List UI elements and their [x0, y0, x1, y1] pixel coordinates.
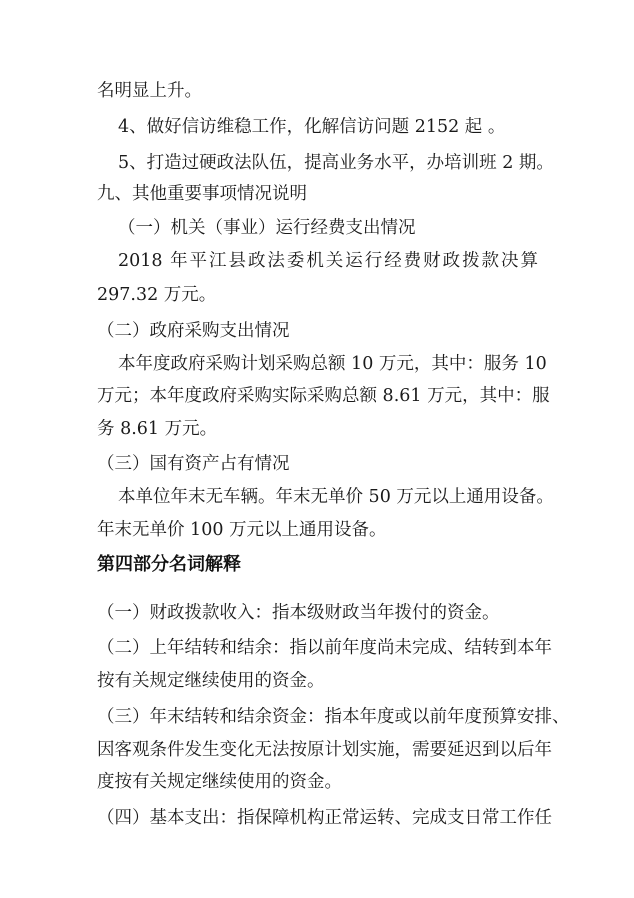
subsection-heading: （一）机关（事业）运行经费支出情况 [118, 218, 416, 238]
text-line: 5、打造过硬政法队伍，提高业务水平，办培训班 2 期。 [118, 153, 554, 173]
part-heading: 第四部分名词解释 [97, 554, 241, 575]
subsection-heading: （三）国有资产占有情况 [97, 454, 290, 474]
definition-line: 因客观条件发生变化无法按原计划实施，需要延迟到以后年 [97, 740, 552, 760]
paragraph-line: 本单位年末无车辆。年末无单价 50 万元以上通用设备。 [118, 487, 554, 507]
definition-line: （一）财政拨款收入：指本级财政当年拨付的资金。 [97, 603, 500, 623]
text-line: 4、做好信访维稳工作，化解信访问题 2152 起 。 [118, 117, 506, 137]
paragraph-line: 务 8.61 万元。 [97, 419, 218, 439]
paragraph-line: 2018 年平江县政法委机关运行经费财政拨款决算 [118, 251, 538, 271]
paragraph-line: 297.32 万元。 [97, 285, 217, 305]
text-line: 名明显上升。 [97, 81, 202, 101]
subsection-heading: （二）政府采购支出情况 [97, 321, 290, 341]
definition-line: 度按有关规定继续使用的资金。 [97, 772, 342, 792]
paragraph-line: 万元；本年度政府采购实际采购总额 8.61 万元，其中：服 [97, 386, 550, 406]
paragraph-line: 年末无单价 100 万元以上通用设备。 [97, 520, 387, 540]
definition-line: 按有关规定继续使用的资金。 [97, 671, 325, 691]
section-heading: 九、其他重要事项情况说明 [97, 184, 307, 204]
definition-line: （二）上年结转和结余：指以前年度尚未完成、结转到本年 [97, 638, 552, 658]
definition-line: （三）年末结转和结余资金：指本年度或以前年度预算安排、 [97, 707, 570, 727]
paragraph-line: 本年度政府采购计划采购总额 10 万元，其中：服务 10 [118, 354, 547, 374]
definition-line: （四）基本支出：指保障机构正常运转、完成支日常工作任 [97, 808, 552, 828]
